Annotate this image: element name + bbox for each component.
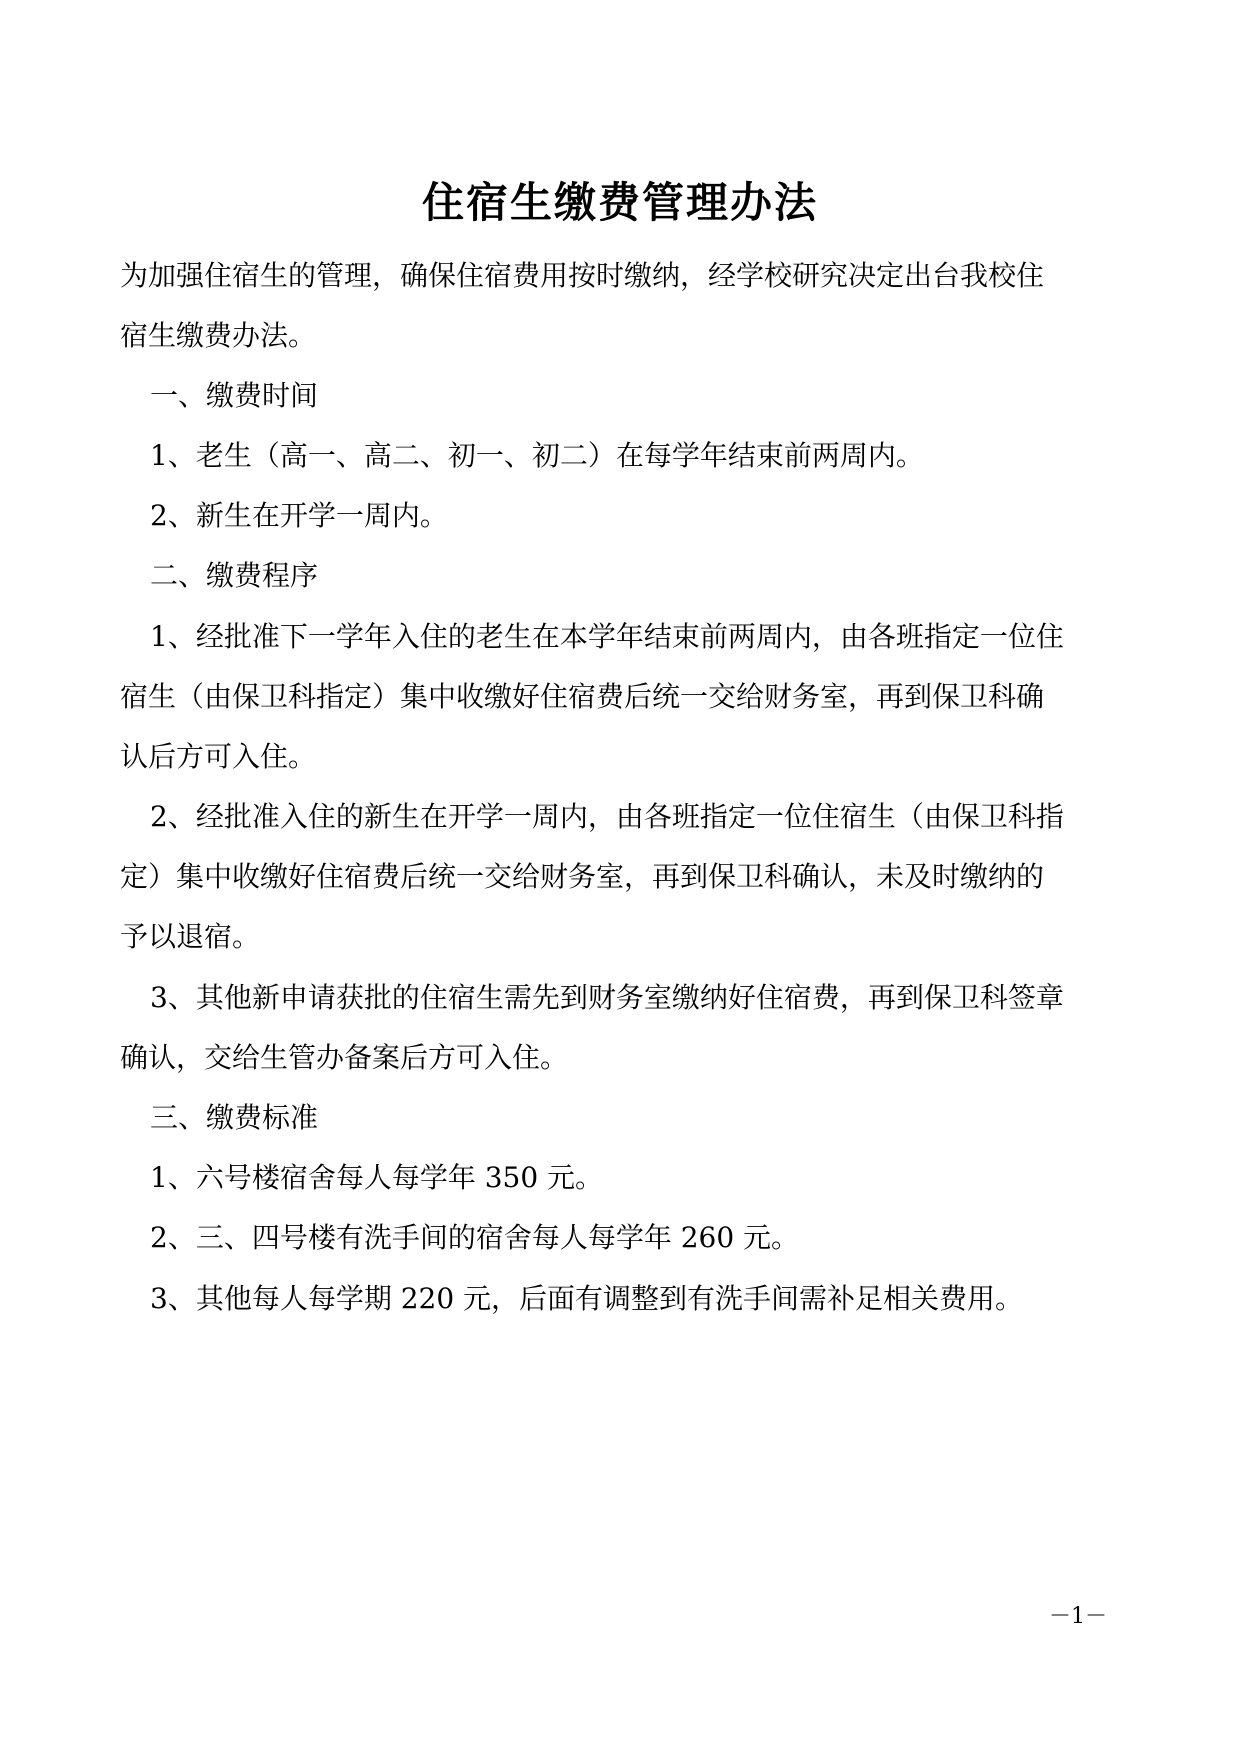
paragraph-line: 为加强住宿生的管理，确保住宿费用按时缴纳，经学校研究决定出台我校住 [120, 259, 1045, 292]
paragraph-line: 予以退宿。 [120, 920, 261, 953]
paragraph-line: 确认，交给生管办备案后方可入住。 [120, 1041, 569, 1074]
paragraph-line: 宿生缴费办法。 [120, 319, 317, 352]
paragraph-line: 2、经批准入住的新生在开学一周内，由各班指定一位住宿生（由保卫科指 [150, 800, 1064, 833]
list-item: 2、新生在开学一周内。 [150, 499, 448, 532]
paragraph-line: 认后方可入住。 [120, 740, 317, 773]
page-number: －1－ [1049, 1604, 1107, 1629]
list-item: 3、其他每人每学期 220 元，后面有调整到有洗手间需补足相关费用。 [150, 1282, 1024, 1315]
document-title: 住宿生缴费管理办法 [421, 178, 818, 227]
section-heading: 二、缴费程序 [150, 559, 319, 592]
paragraph-line: 1、经批准下一学年入住的老生在本学年结束前两周内，由各班指定一位住 [150, 620, 1064, 653]
section-heading: 一、缴费时间 [150, 379, 319, 412]
paragraph-line: 宿生（由保卫科指定）集中收缴好住宿费后统一交给财务室，再到保卫科确 [120, 680, 1045, 713]
list-item: 1、老生（高一、高二、初一、初二）在每学年结束前两周内。 [150, 439, 924, 472]
section-heading: 三、缴费标准 [150, 1101, 319, 1134]
paragraph-line: 3、其他新申请获批的住宿生需先到财务室缴纳好住宿费，再到保卫科签章 [150, 981, 1064, 1014]
list-item: 1、六号楼宿舍每人每学年 350 元。 [150, 1161, 604, 1194]
list-item: 2、三、四号楼有洗手间的宿舍每人每学年 260 元。 [150, 1221, 800, 1254]
paragraph-line: 定）集中收缴好住宿费后统一交给财务室，再到保卫科确认，未及时缴纳的 [120, 860, 1045, 893]
